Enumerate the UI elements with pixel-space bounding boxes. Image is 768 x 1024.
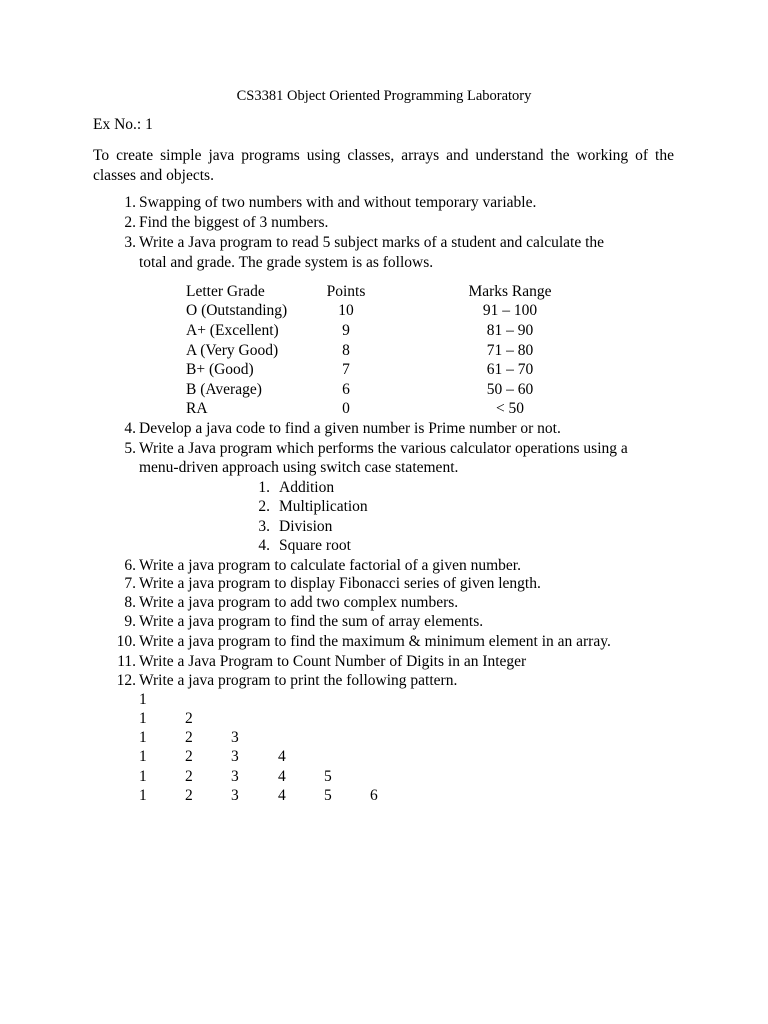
grade-cell: 50 – 60 bbox=[486, 381, 534, 398]
pattern-number: 2 bbox=[185, 729, 193, 746]
sub-item-text: Division bbox=[279, 518, 333, 535]
list-item-number: 7. bbox=[124, 575, 136, 592]
grade-cell: 8 bbox=[342, 342, 350, 359]
grade-cell: 0 bbox=[342, 400, 350, 417]
list-item-text: Write a java program to calculate factorial of a given number. bbox=[139, 557, 521, 574]
sub-item-text: Square root bbox=[279, 537, 351, 554]
pattern-number: 3 bbox=[231, 729, 239, 746]
pattern-number: 5 bbox=[324, 787, 332, 804]
grade-cell: A+ (Excellent) bbox=[186, 322, 279, 339]
exercise-number: Ex No.: 1 bbox=[93, 116, 153, 133]
exercise-aim: To create simple java programs using classes, arrays and understand the working of the classes and objects. bbox=[93, 147, 674, 184]
sub-item-text: Addition bbox=[279, 479, 335, 496]
grade-cell: B (Average) bbox=[186, 381, 262, 398]
list-item-text: Write a Java Program to Count Number of Digits in an Integer bbox=[139, 653, 527, 670]
list-item-text: Write a java program to find the sum of array elements. bbox=[139, 613, 484, 630]
pattern-number: 4 bbox=[278, 748, 286, 765]
list-item-text: Write a java program to print the following pattern. bbox=[139, 672, 458, 689]
grade-cell: 71 – 80 bbox=[486, 342, 534, 359]
grade-cell: < 50 bbox=[495, 400, 525, 417]
list-item-number: 12. bbox=[116, 672, 136, 689]
grade-cell: O (Outstanding) bbox=[186, 302, 288, 319]
list-item-text-continued: menu-driven approach using switch case statement. bbox=[139, 459, 459, 476]
grade-cell: 81 – 90 bbox=[486, 322, 534, 339]
sub-item-number: 3. bbox=[258, 518, 270, 535]
pattern-number: 1 bbox=[139, 729, 147, 746]
list-item-text: Write a java program to display Fibonacci series of given length. bbox=[139, 575, 541, 592]
pattern-number: 2 bbox=[185, 748, 193, 765]
list-item-text: Write a java program to find the maximum & minimum element in an array. bbox=[139, 633, 611, 650]
grade-table-header-points: Points bbox=[326, 283, 366, 300]
list-item-text: Write a Java program to read 5 subject marks of a student and calculate the bbox=[139, 234, 605, 251]
list-item-number: 5. bbox=[124, 440, 136, 457]
list-item-text-continued: total and grade. The grade system is as follows. bbox=[139, 254, 434, 271]
list-item-number: 9. bbox=[124, 613, 136, 630]
page-header: CS3381 Object Oriented Programming Laboratory bbox=[236, 88, 532, 104]
pattern-number: 1 bbox=[139, 710, 147, 727]
list-item-number: 11. bbox=[117, 653, 136, 670]
pattern-number: 6 bbox=[370, 787, 378, 804]
list-item-text: Swapping of two numbers with and without temporary variable. bbox=[139, 194, 537, 211]
grade-table-header-letter: Letter Grade bbox=[186, 283, 265, 300]
grade-cell: 91 – 100 bbox=[482, 302, 538, 319]
list-item-text: Write a java program to add two complex numbers. bbox=[139, 594, 459, 611]
sub-item-text: Multiplication bbox=[279, 498, 368, 515]
pattern-number: 3 bbox=[231, 768, 239, 785]
pattern-number: 4 bbox=[278, 787, 286, 804]
pattern-number: 2 bbox=[185, 710, 193, 727]
list-item-number: 4. bbox=[124, 420, 136, 437]
pattern-number: 3 bbox=[231, 748, 239, 765]
grade-cell: RA bbox=[186, 400, 208, 417]
grade-cell: B+ (Good) bbox=[186, 361, 254, 378]
sub-item-number: 4. bbox=[258, 537, 270, 554]
grade-cell: A (Very Good) bbox=[186, 342, 279, 359]
pattern-number: 4 bbox=[278, 768, 286, 785]
list-item-text: Develop a java code to find a given number is Prime number or not. bbox=[139, 420, 561, 437]
list-item-number: 2. bbox=[124, 214, 136, 231]
grade-cell: 61 – 70 bbox=[486, 361, 534, 378]
list-item-number: 1. bbox=[124, 194, 136, 211]
list-item-number: 3. bbox=[124, 234, 136, 251]
grade-cell: 7 bbox=[342, 361, 350, 378]
pattern-number: 1 bbox=[139, 787, 147, 804]
pattern-number: 1 bbox=[139, 768, 147, 785]
list-item-number: 8. bbox=[124, 594, 136, 611]
sub-item-number: 2. bbox=[258, 498, 270, 515]
list-item-text: Find the biggest of 3 numbers. bbox=[139, 214, 329, 231]
pattern-number: 1 bbox=[139, 748, 147, 765]
grade-cell: 9 bbox=[342, 322, 350, 339]
list-item-number: 6. bbox=[124, 557, 136, 574]
pattern-number: 3 bbox=[231, 787, 239, 804]
grade-table-header-range: Marks Range bbox=[468, 283, 552, 300]
pattern-number: 2 bbox=[185, 787, 193, 804]
sub-item-number: 1. bbox=[258, 479, 270, 496]
pattern-number: 1 bbox=[139, 691, 147, 708]
grade-cell: 10 bbox=[338, 302, 354, 319]
pattern-number: 2 bbox=[185, 768, 193, 785]
pattern-number: 5 bbox=[324, 768, 332, 785]
list-item-number: 10. bbox=[116, 633, 136, 650]
grade-cell: 6 bbox=[342, 381, 350, 398]
list-item-text: Write a Java program which performs the various calculator operations using a bbox=[139, 440, 628, 457]
